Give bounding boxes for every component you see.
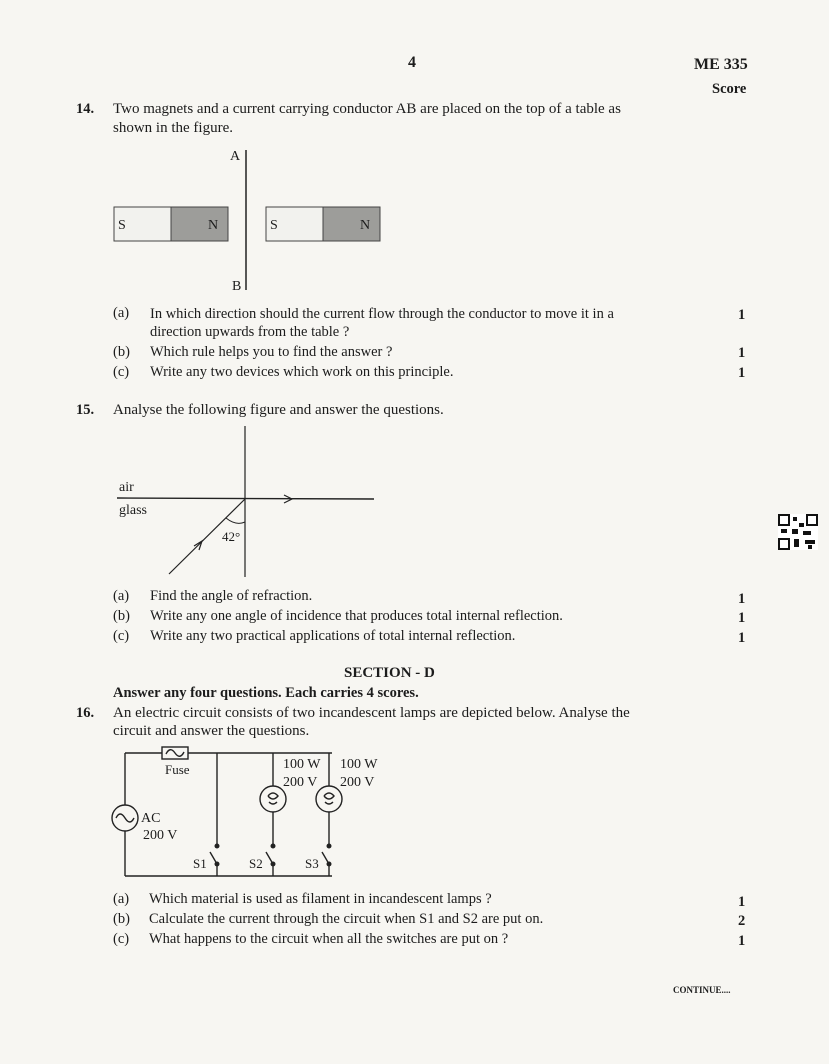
- question-text: shown in the figure.: [113, 120, 233, 136]
- lamp2-voltage: 200 V: [340, 775, 375, 790]
- part-label: (b): [113, 608, 130, 624]
- question-text: Analyse the following figure and answer the questions.: [113, 402, 444, 418]
- switch3-label: S3: [305, 856, 319, 871]
- part-label: (c): [113, 628, 130, 644]
- part-label: (a): [113, 588, 130, 604]
- question-text: circuit and answer the questions.: [113, 723, 310, 739]
- question-text: Two magnets and a current carrying conductor AB are placed on the top of a table as: [113, 101, 621, 117]
- continue-note: CONTINUE....: [673, 985, 731, 995]
- part-text: Find the angle of refraction.: [150, 588, 313, 604]
- part-label: (c): [113, 931, 130, 947]
- score: 2: [738, 913, 746, 929]
- ac-label: AC: [141, 811, 161, 826]
- part-text: Write any two devices which work on this principle.: [150, 364, 454, 380]
- lamp1-voltage: 200 V: [283, 775, 318, 790]
- page-number: 4: [408, 54, 416, 71]
- part-label: (c): [113, 364, 130, 380]
- paper-code: ME 335: [694, 56, 748, 73]
- score: 1: [738, 307, 746, 323]
- part-text: Which rule helps you to find the answer ?: [150, 344, 393, 360]
- section-instruction: Answer any four questions. Each carries 4 scores.: [113, 685, 419, 701]
- part-text: Write any two practical applications of total internal reflection.: [150, 628, 516, 644]
- magnet2-s: S: [270, 218, 278, 233]
- part-label: (a): [113, 305, 130, 321]
- part-text: What happens to the circuit when all the switches are put on ?: [149, 931, 509, 947]
- question-number: 14.: [76, 101, 95, 117]
- part-text: Write any one angle of incidence that produces total internal reflection.: [150, 608, 563, 624]
- magnet2-n: N: [360, 218, 371, 233]
- score: 1: [738, 894, 746, 910]
- score: 1: [738, 591, 746, 607]
- part-text: Which material is used as filament in incandescent lamps ?: [149, 891, 492, 907]
- refraction-figure: [110, 420, 390, 580]
- switch2-label: S2: [249, 856, 263, 871]
- score: 1: [738, 630, 746, 646]
- part-label: (a): [113, 891, 130, 907]
- question-number: 15.: [76, 402, 95, 418]
- part-text: direction upwards from the table ?: [150, 324, 350, 340]
- switch1-label: S1: [193, 856, 207, 871]
- lamp1-power: 100 W: [283, 757, 321, 772]
- question-text: An electric circuit consists of two incandescent lamps are depicted below. Analyse the: [113, 705, 630, 721]
- score: 1: [738, 933, 746, 949]
- lamp2-power: 100 W: [340, 757, 378, 772]
- qr-code: [778, 514, 818, 550]
- source-voltage-label: 200 V: [143, 828, 178, 843]
- glass-label: glass: [119, 503, 147, 518]
- score: 1: [738, 610, 746, 626]
- part-text: Calculate the current through the circuit when S1 and S2 are put on.: [149, 911, 544, 927]
- magnet1-s: S: [118, 218, 126, 233]
- magnet1-n: N: [208, 218, 219, 233]
- part-label: (b): [113, 344, 130, 360]
- magnets-figure: [100, 140, 400, 300]
- circuit-diagram: [110, 740, 400, 885]
- label-b: B: [232, 279, 242, 294]
- part-label: (b): [113, 911, 130, 927]
- score: 1: [738, 365, 746, 381]
- section-title: SECTION - D: [344, 665, 435, 681]
- fuse-label: Fuse: [165, 762, 190, 777]
- label-a: A: [230, 149, 241, 164]
- air-label: air: [119, 480, 134, 495]
- score: 1: [738, 345, 746, 361]
- part-text: In which direction should the current flow through the conductor to move it in a: [150, 306, 614, 322]
- angle-label: 42°: [222, 529, 241, 544]
- score-header: Score: [712, 81, 747, 97]
- question-number: 16.: [76, 705, 95, 721]
